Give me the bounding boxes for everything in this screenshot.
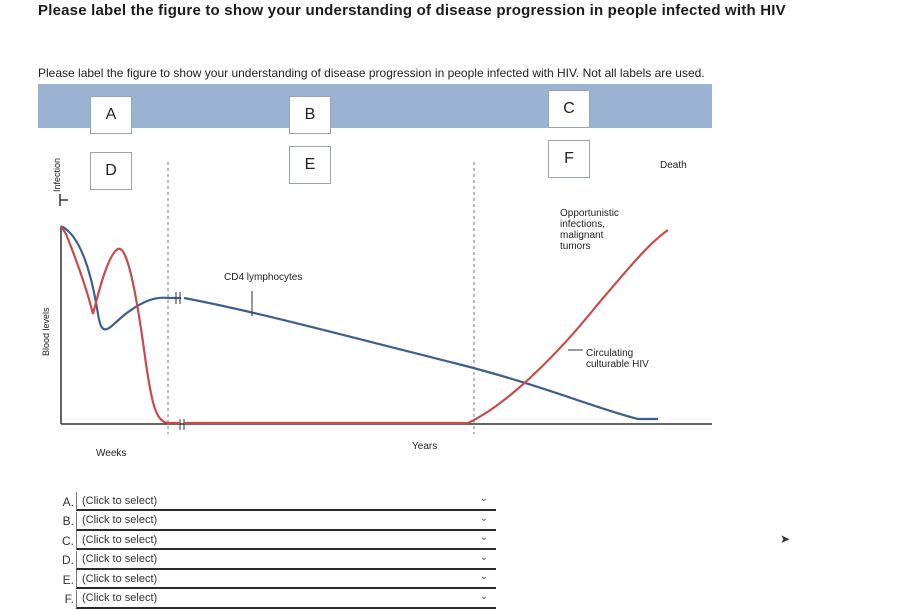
answer-select-b[interactable]: [76, 512, 496, 531]
mouse-cursor-icon: ➤: [780, 532, 791, 546]
years-label: Years: [412, 441, 438, 452]
figure-graphic: [38, 84, 712, 462]
answer-letter: B.: [62, 514, 74, 529]
opportunistic-line-2: infections,: [560, 219, 606, 230]
weeks-label: Weeks: [96, 448, 127, 459]
blood-levels-label: Blood levels: [41, 307, 51, 356]
answer-letter: C.: [62, 533, 74, 548]
answer-row-d: [56, 551, 496, 571]
answer-row-b: [56, 512, 496, 532]
circulating-line-2: culturable HIV: [586, 359, 649, 370]
answer-list: [56, 492, 496, 609]
chevron-down-icon: ⌄: [479, 551, 488, 563]
label-box-f: F: [548, 140, 590, 178]
label-box-c: C: [548, 90, 590, 128]
death-label: Death: [660, 160, 687, 171]
opportunistic-line-3: malignant: [560, 230, 604, 241]
answer-value: (Click to select): [82, 553, 158, 566]
infection-label: Infection: [52, 157, 62, 192]
answer-letter: D.: [62, 553, 74, 568]
answer-row-e: [56, 570, 496, 590]
answer-row-c: [56, 531, 496, 551]
answer-row-f: [56, 590, 496, 610]
header-band: [38, 84, 712, 128]
answer-select-d[interactable]: [76, 551, 496, 570]
chevron-down-icon: ⌄: [479, 493, 488, 505]
chevron-down-icon: ⌄: [479, 532, 488, 544]
answer-value: (Click to select): [82, 533, 158, 546]
opportunistic-label: [560, 208, 619, 252]
answer-value: (Click to select): [82, 514, 158, 527]
answer-select-c[interactable]: [76, 531, 496, 550]
answer-letter: F.: [64, 592, 74, 607]
chevron-down-icon: ⌄: [479, 571, 488, 583]
figure-caption: Please label the figure to show your understanding of disease progression in people infected with HIV. Not all labels are used.: [38, 66, 705, 80]
answer-value: (Click to select): [82, 494, 158, 507]
answer-select-a[interactable]: [76, 492, 496, 511]
circulating-line-1: Circulating: [586, 348, 634, 359]
label-box-d: D: [90, 152, 132, 190]
page-heading: Please label the figure to show your understanding of disease progression in people infected with HIV: [38, 2, 786, 19]
answer-row-a: [56, 492, 496, 512]
chevron-down-icon: ⌄: [479, 512, 488, 524]
opportunistic-line-1: Opportunistic: [560, 208, 619, 219]
label-box-e: E: [289, 146, 331, 184]
answer-letter: E.: [62, 572, 74, 587]
answer-select-e[interactable]: [76, 570, 496, 589]
label-box-b: B: [289, 96, 331, 134]
label-box-a: A: [90, 96, 132, 134]
circulating-label: [586, 348, 649, 370]
answer-value: (Click to select): [82, 572, 158, 585]
answer-select-f[interactable]: [76, 590, 496, 609]
hiv-progression-figure: [38, 84, 712, 462]
answer-letter: A.: [62, 494, 74, 509]
cd4-label: CD4 lymphocytes: [224, 272, 303, 283]
opportunistic-line-4: tumors: [560, 241, 591, 252]
chevron-down-icon: ⌄: [479, 590, 488, 602]
answer-value: (Click to select): [82, 592, 158, 605]
